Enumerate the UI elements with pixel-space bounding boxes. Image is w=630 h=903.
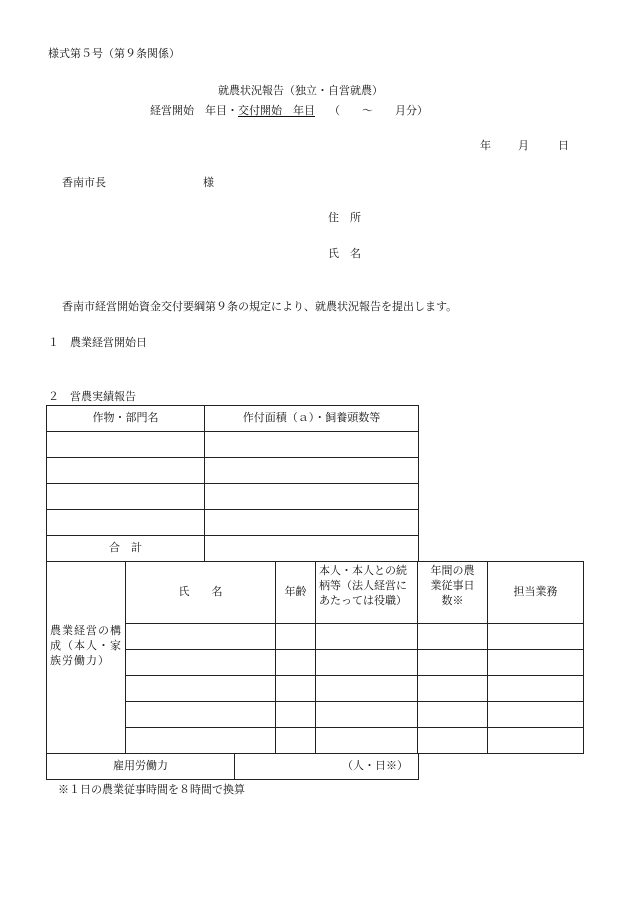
name-cell [126, 650, 276, 676]
name-cell [126, 676, 276, 702]
footnote: ※１日の農業従事時間を８時間で換算 [58, 783, 245, 796]
labor-table [46, 561, 584, 754]
days-cell [418, 728, 488, 754]
date-year-label: 年 [480, 139, 491, 152]
relation-cell [316, 702, 418, 728]
role-header: 担当業務 [488, 562, 584, 624]
table-row [47, 702, 584, 728]
name-cell [126, 702, 276, 728]
addressee-honorific: 様 [203, 176, 214, 189]
role-cell [488, 650, 584, 676]
age-header: 年齢 [276, 562, 316, 624]
table-row [47, 676, 584, 702]
crop-header: 作物・部門名 [47, 406, 205, 432]
days-cell [418, 624, 488, 650]
name-header: 氏 名 [126, 562, 276, 624]
table-row [47, 484, 419, 510]
hired-labor-table [46, 753, 419, 780]
table-row [47, 432, 419, 458]
relation-header: 本人・本人との続柄等（法人経営にあたっては役職） [316, 562, 418, 624]
addressee-mayor: 香南市長 [62, 176, 106, 189]
body-text: 香南市経営開始資金交付要綱第９条の規定により、就農状況報告を提出します。 [62, 300, 458, 313]
days-header: 年間の農業従事日数※ [418, 562, 488, 624]
address-label: 住 所 [328, 211, 361, 224]
report-title: 就農状況報告（独立・自営就農） [218, 84, 383, 97]
days-cell [418, 702, 488, 728]
name-cell [126, 728, 276, 754]
relation-cell [316, 624, 418, 650]
age-cell [276, 728, 316, 754]
hired-labor-label: 雇用労働力 [47, 754, 235, 780]
name-cell [126, 624, 276, 650]
area-header: 作付面積（ａ）・飼養頭数等 [205, 406, 419, 432]
area-cell [205, 432, 419, 458]
total-label: 合 計 [47, 536, 205, 562]
table-row [47, 510, 419, 536]
applicant-name-label: 氏 名 [328, 247, 361, 260]
crop-cell [47, 510, 205, 536]
subtitle-grant-years: 交付開始 年目 [238, 104, 315, 117]
age-cell [276, 624, 316, 650]
role-cell [488, 702, 584, 728]
age-cell [276, 676, 316, 702]
days-cell [418, 676, 488, 702]
crop-table [46, 405, 419, 562]
date-day-label: 日 [558, 139, 569, 152]
section1-heading: １ 農業経営開始日 [48, 336, 147, 349]
relation-cell [316, 676, 418, 702]
labor-row-label: 農業経営の構成（本人・家族労働力） [47, 562, 126, 754]
age-cell [276, 702, 316, 728]
role-cell [488, 676, 584, 702]
report-subtitle [150, 105, 428, 116]
section2-heading: ２ 営農実績報告 [48, 390, 136, 403]
area-cell [205, 484, 419, 510]
subtitle-management-years: 経営開始 年目・ [150, 104, 238, 117]
crop-cell [47, 458, 205, 484]
date-month-label: 月 [518, 139, 529, 152]
area-cell [205, 510, 419, 536]
table-row [47, 728, 584, 754]
relation-cell [316, 650, 418, 676]
subtitle-period: （ 〜 月分） [329, 104, 428, 117]
relation-cell [316, 728, 418, 754]
area-cell [205, 458, 419, 484]
total-cell [205, 536, 419, 562]
form-number: 様式第５号（第９条関係） [48, 47, 180, 60]
role-cell [488, 624, 584, 650]
role-cell [488, 728, 584, 754]
crop-cell [47, 432, 205, 458]
table-row [47, 650, 584, 676]
table-row [47, 458, 419, 484]
age-cell [276, 650, 316, 676]
table-row [47, 624, 584, 650]
crop-cell [47, 484, 205, 510]
hired-labor-unit: （人・日※） [235, 754, 419, 780]
days-cell [418, 650, 488, 676]
